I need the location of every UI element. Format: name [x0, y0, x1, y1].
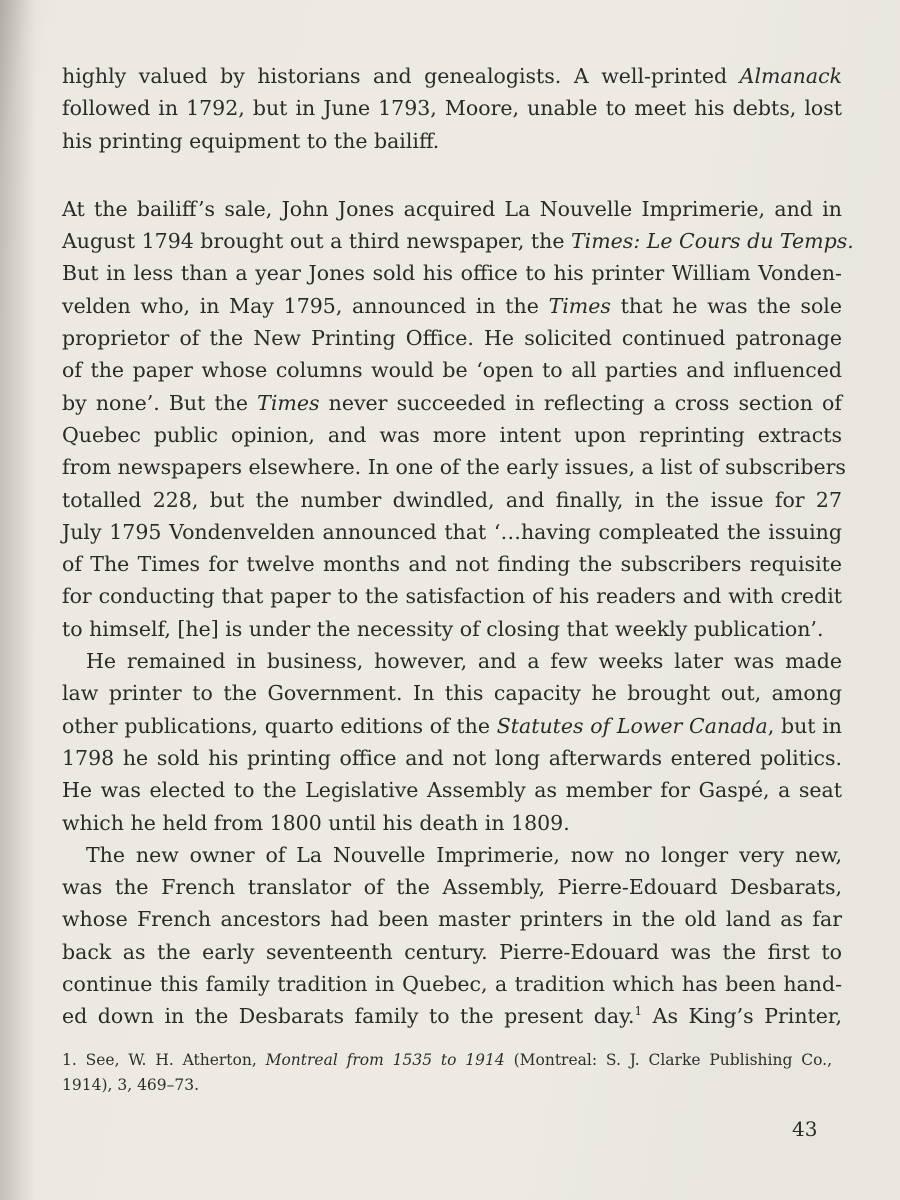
line: whose French ancestors had been master printers in the old land as far: [62, 907, 842, 932]
line: was the French translator of the Assembly, Pierre-Edouard Desbarats,: [62, 875, 842, 900]
line: The new owner of La Nouvelle Imprimerie, now no longer very new,: [86, 842, 842, 867]
footnote-marker: 1: [634, 1004, 643, 1019]
line: Quebec public opinion, and was more intent upon reprinting extracts: [62, 422, 842, 447]
line: his printing equipment to the bailiff.: [62, 128, 440, 153]
line: back as the early seventeenth century. Pierre-Edouard was the first to: [62, 939, 842, 964]
line: July 1795 Vondenvelden announced that ‘…having compleated the issuing: [62, 519, 842, 544]
line: ed down in the Desbarats family to the present day.$^1$ As King’s Printer,: [62, 1004, 842, 1029]
footnote: [62, 1048, 832, 1098]
line: August 1794 brought out a third newspaper, the Times: Le Cours du Temps.: [62, 229, 854, 254]
line: of The Times for twelve months and not finding the subscribers requisite: [62, 552, 842, 577]
line: totalled 228, but the number dwindled, and finally, in the issue for 27: [62, 487, 842, 512]
paragraph-1: [62, 60, 842, 157]
footnote-line: 1914), 3, 469–73.: [62, 1076, 200, 1094]
line: which he held from 1800 until his death in 1809.: [62, 810, 570, 835]
line: other publications, quarto editions of the Statutes of Lower Canada, but in: [62, 713, 842, 738]
line: velden who, in May 1795, announced in the Times that he was the sole: [62, 293, 842, 318]
footnote-line: 1. See, W. H. Atherton, Montreal from 1535 to 1914 (Montreal: S. J. Clarke Publishing Co.,: [62, 1051, 832, 1069]
line: He was elected to the Legislative Assembly as member for Gaspé, a seat: [62, 778, 842, 803]
line: from newspapers elsewhere. In one of the early issues, a list of subscribers: [62, 455, 846, 480]
page-number: 43: [792, 1117, 818, 1141]
line: by none’. But the Times never succeeded in reflecting a cross section of: [62, 390, 842, 415]
spine-shadow: [0, 0, 36, 1200]
line: continue this family tradition in Quebec, a tradition which has been hand-: [62, 972, 842, 997]
paragraph-3: [62, 645, 842, 839]
paragraph-gap: [62, 157, 842, 193]
line: He remained in business, however, and a few weeks later was made: [86, 649, 842, 674]
body-text: [62, 60, 854, 1033]
line: law printer to the Government. In this capacity he brought out, among: [62, 681, 842, 706]
line: highly valued by historians and genealogists. A well-printed Almanack: [62, 64, 842, 88]
line: But in less than a year Jones sold his office to his printer William Vonden-: [62, 261, 842, 286]
line: followed in 1792, but in June 1793, Moore, unable to meet his debts, lost: [62, 96, 842, 121]
line: 1798 he sold his printing office and not long afterwards entered politics.: [62, 745, 842, 770]
line: for conducting that paper to the satisfaction of his readers and with credit: [62, 584, 842, 609]
line: to himself, [he] is under the necessity of closing that weekly publication’.: [62, 616, 824, 641]
paragraph-2: [62, 193, 854, 645]
line: of the paper whose columns would be ‘open to all parties and influenced: [62, 358, 842, 383]
line: proprietor of the New Printing Office. He solicited continued patronage: [62, 326, 842, 351]
line: At the bailiff’s sale, John Jones acquired La Nouvelle Imprimerie, and in: [62, 196, 842, 221]
paragraph-4: [62, 839, 842, 1033]
